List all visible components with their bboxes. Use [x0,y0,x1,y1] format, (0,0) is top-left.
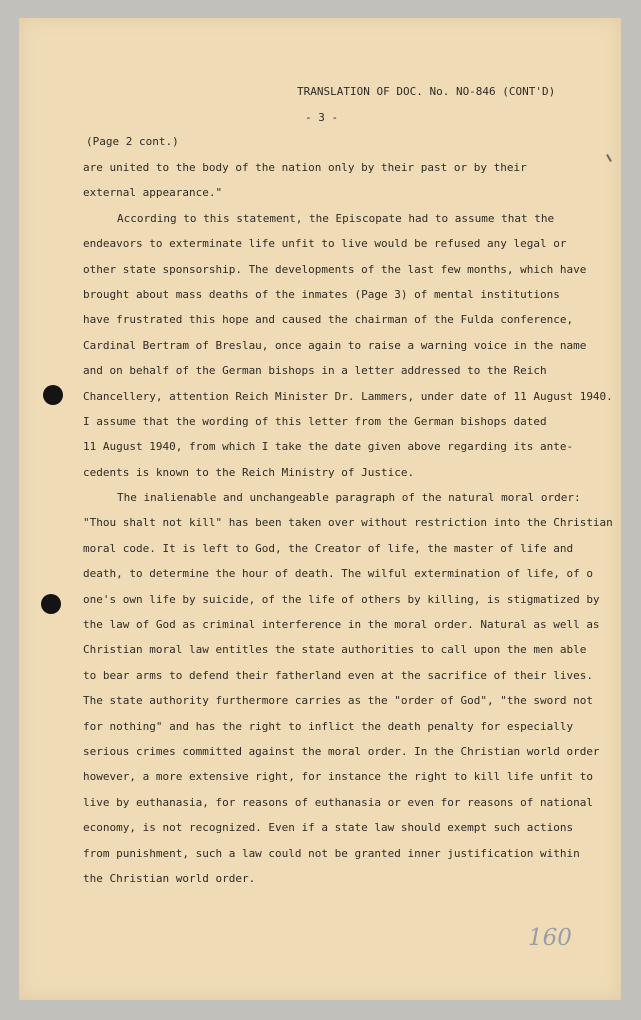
body-line: endeavors to exterminate life unfit to live would be refused any legal or [83,237,567,251]
body-line: Chancellery, attention Reich Minister Dr. Lammers, under date of 11 August 1940. [83,389,613,403]
body-line: Cardinal Bertram of Breslau, once again to raise a warning voice in the name [83,338,587,352]
body-line: death, to determine the hour of death. The wilful extermination of life, of o [83,567,593,581]
body-line: live by euthanasia, for reasons of euthanasia or even for reasons of national [83,795,593,809]
body-line: Christian moral law entitles the state authorities to call upon the men able [83,643,587,657]
body-line: other state sponsorship. The developments of the last few months, which have [83,262,587,276]
punch-hole-top [43,385,63,405]
page-continued-label: (Page 2 cont.) [86,135,179,148]
document-header: TRANSLATION OF DOC. No. NO-846 (CONT'D) [297,85,556,98]
punch-hole-bottom [41,594,61,614]
body-line: According to this statement, the Episcopate had to assume that the [117,211,555,225]
body-line: are united to the body of the nation only by their past or by their [83,161,527,174]
body-line: from punishment, such a law could not be granted inner justification within [83,846,580,860]
body-line: economy, is not recognized. Even if a state law should exempt such actions [83,821,574,835]
body-line: moral code. It is left to God, the Creator of life, the master of life and [83,541,574,555]
handwritten-page-number: 160 [528,925,572,951]
body-line: cedents is known to the Reich Ministry of Justice. [83,465,415,479]
body-line: brought about mass deaths of the inmates (Page 3) of mental institutions [83,287,560,301]
body-line: for nothing" and has the right to inflict the death penalty for especially [83,719,574,733]
body-line: and on behalf of the German bishops in a letter addressed to the Reich [83,364,547,378]
body-line: external appearance." [83,186,223,200]
body-line: The state authority furthermore carries as the "order of God", "the sword not [83,694,593,708]
body-line: have frustrated this hope and caused the chairman of the Fulda conference, [83,313,574,327]
page-number: - 3 - [305,111,339,124]
body-line: to bear arms to defend their fatherland even at the sacrifice of their lives. [83,668,593,682]
document-body [83,160,613,896]
body-line: however, a more extensive right, for instance the right to kill life unfit to [83,770,593,784]
body-line: 11 August 1940, from which I take the date given above regarding its ante- [83,440,574,454]
body-line: the Christian world order. [83,871,256,885]
body-line: I assume that the wording of this letter from the German bishops dated [83,414,547,428]
body-line: The inalienable and unchangeable paragraph of the natural moral order: [117,491,581,505]
body-line: serious crimes committed against the moral order. In the Christian world order [83,744,600,758]
body-line: one's own life by suicide, of the life of others by killing, is stigmatized by [83,592,600,606]
body-line: the law of God as criminal interference in the moral order. Natural as well as [83,618,600,632]
body-line: "Thou shalt not kill" has been taken over without restriction into the Christian [83,516,613,530]
